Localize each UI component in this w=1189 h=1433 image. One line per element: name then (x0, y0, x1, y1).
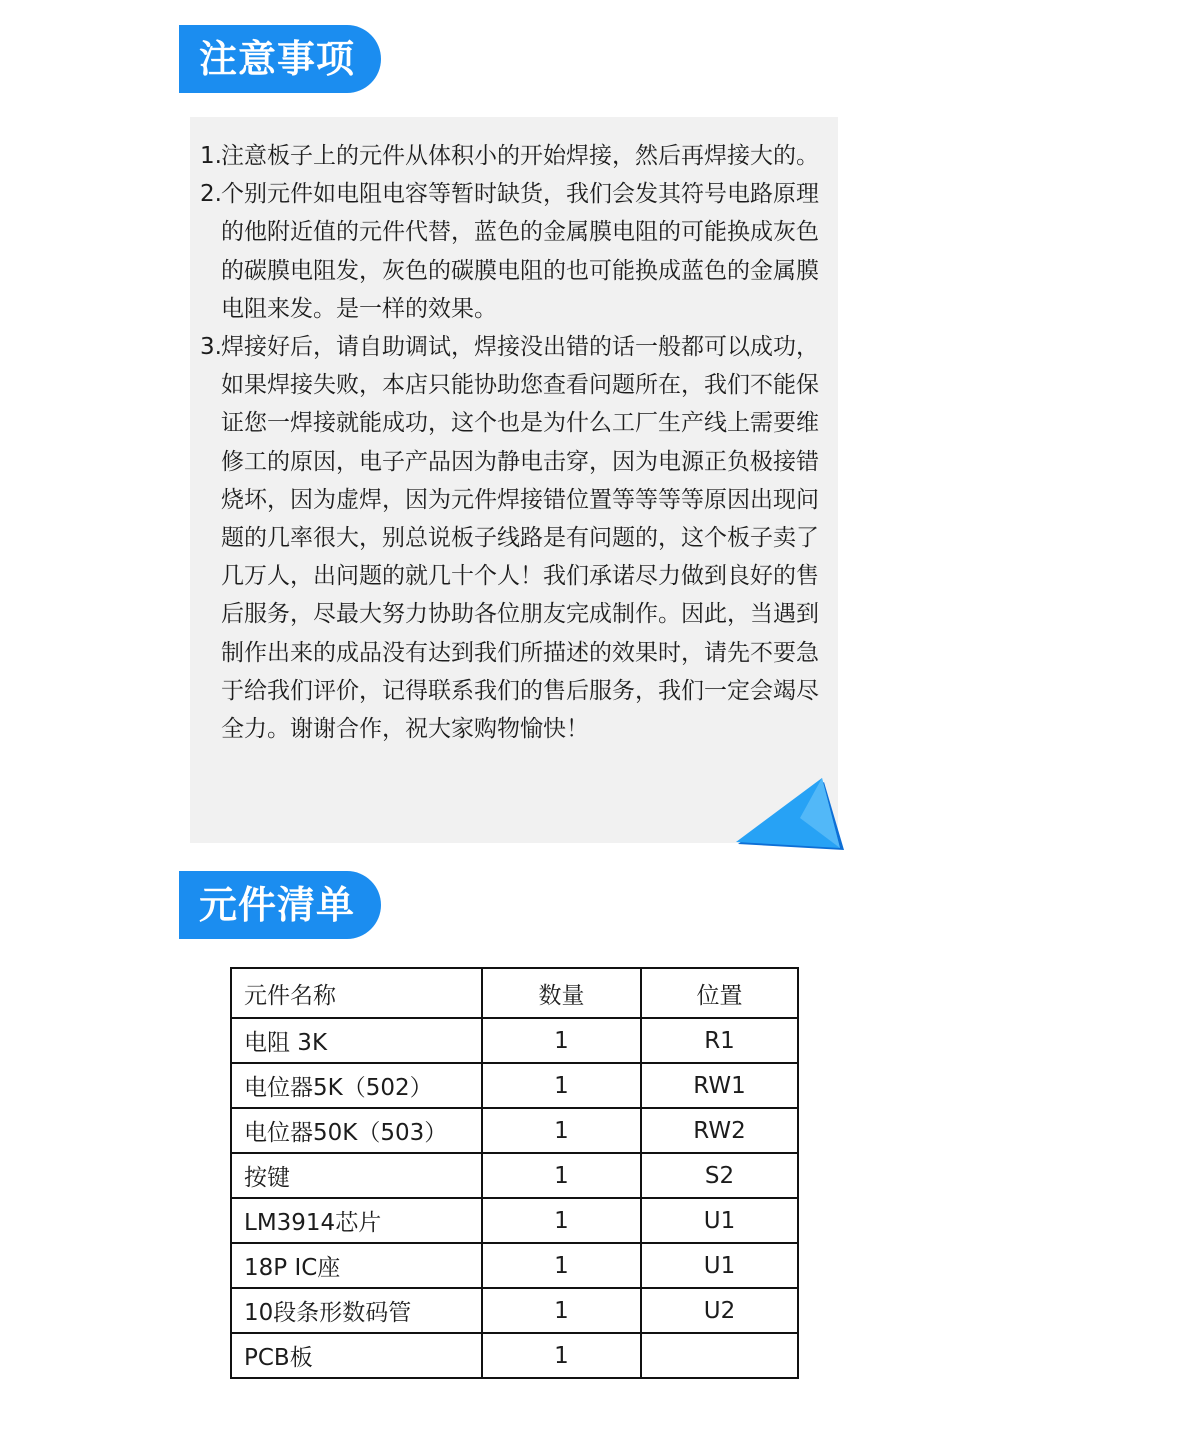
parts-section-title: 元件清单 (179, 871, 381, 939)
part-name: 10段条形数码管 (231, 1288, 482, 1333)
part-qty: 1 (482, 1063, 641, 1108)
header-qty: 数量 (482, 968, 641, 1018)
table-row (231, 1108, 798, 1153)
table-row (231, 1288, 798, 1333)
part-qty: 1 (482, 1108, 641, 1153)
part-pos: U1 (641, 1198, 798, 1243)
table-row (231, 1243, 798, 1288)
part-qty: 1 (482, 1333, 641, 1378)
parts-table (230, 967, 799, 1379)
part-qty: 1 (482, 1288, 641, 1333)
part-qty: 1 (482, 1243, 641, 1288)
header-name: 元件名称 (231, 968, 482, 1018)
part-name: LM3914芯片 (231, 1198, 482, 1243)
note-text: 注意板子上的元件从体积小的开始焊接，然后再焊接大的。 (221, 143, 819, 169)
note-text: 个别元件如电阻电容等暂时缺货，我们会发其符号电路原理的他附近值的元件代替，蓝色的金属膜电阻的可能换成灰色的碳膜电阻发，灰色的碳膜电阻的也可能换成蓝色的金属膜电阻来发。是一样的效果。 (221, 181, 819, 322)
table-row (231, 1018, 798, 1063)
part-qty: 1 (482, 1153, 641, 1198)
part-pos: R1 (641, 1018, 798, 1063)
part-qty: 1 (482, 1198, 641, 1243)
part-name: 电位器50K（503） (231, 1108, 482, 1153)
table-header-row (231, 968, 798, 1018)
note-item (200, 137, 836, 175)
note-number: 2. (200, 181, 222, 208)
notes-section-title: 注意事项 (179, 25, 381, 93)
note-number: 1. (200, 143, 222, 169)
notes-list (200, 137, 836, 748)
table-row (231, 1153, 798, 1198)
part-pos (641, 1333, 798, 1378)
part-name: 电位器5K（502） (231, 1063, 482, 1108)
table-row (231, 1198, 798, 1243)
part-name: 按键 (231, 1153, 482, 1198)
part-name: 电阻 3K (231, 1018, 482, 1063)
part-name: PCB板 (231, 1333, 482, 1378)
table-row (231, 1333, 798, 1378)
note-number: 3. (200, 334, 222, 361)
part-pos: U1 (641, 1243, 798, 1288)
part-pos: RW1 (641, 1063, 798, 1108)
part-pos: RW2 (641, 1108, 798, 1153)
part-name: 18P IC座 (231, 1243, 482, 1288)
table-row (231, 1063, 798, 1108)
part-pos: U2 (641, 1288, 798, 1333)
note-text: 焊接好后，请自助调试，焊接没出错的话一般都可以成功，如果焊接失败，本店只能协助您查看问题所在，我们不能保证您一焊接就能成功，这个也是为什么工厂生产线上需要维修工的原因，电子产品因为静电击穿，因为电源正负极接错烧坏，因为虚焊，因为元件焊接错位置等等等等原因出现问题的几率很大，别总说板子线路是有问题的，这个板子卖了几万人，出问题的就几十个人！我们承诺尽力做到良好的售后服务，尽最大努力协助各位朋友完成制作。因此，当遇到制作出来的成品没有达到我们所描述的效果时，请先不要急于给我们评价，记得联系我们的售后服务，我们一定会竭尽全力。谢谢合作，祝大家购物愉快！ (221, 334, 819, 743)
note-item (200, 328, 836, 748)
part-pos: S2 (641, 1153, 798, 1198)
header-pos: 位置 (641, 968, 798, 1018)
note-item (200, 175, 836, 328)
part-qty: 1 (482, 1018, 641, 1063)
corner-triangle-decoration (736, 778, 848, 860)
